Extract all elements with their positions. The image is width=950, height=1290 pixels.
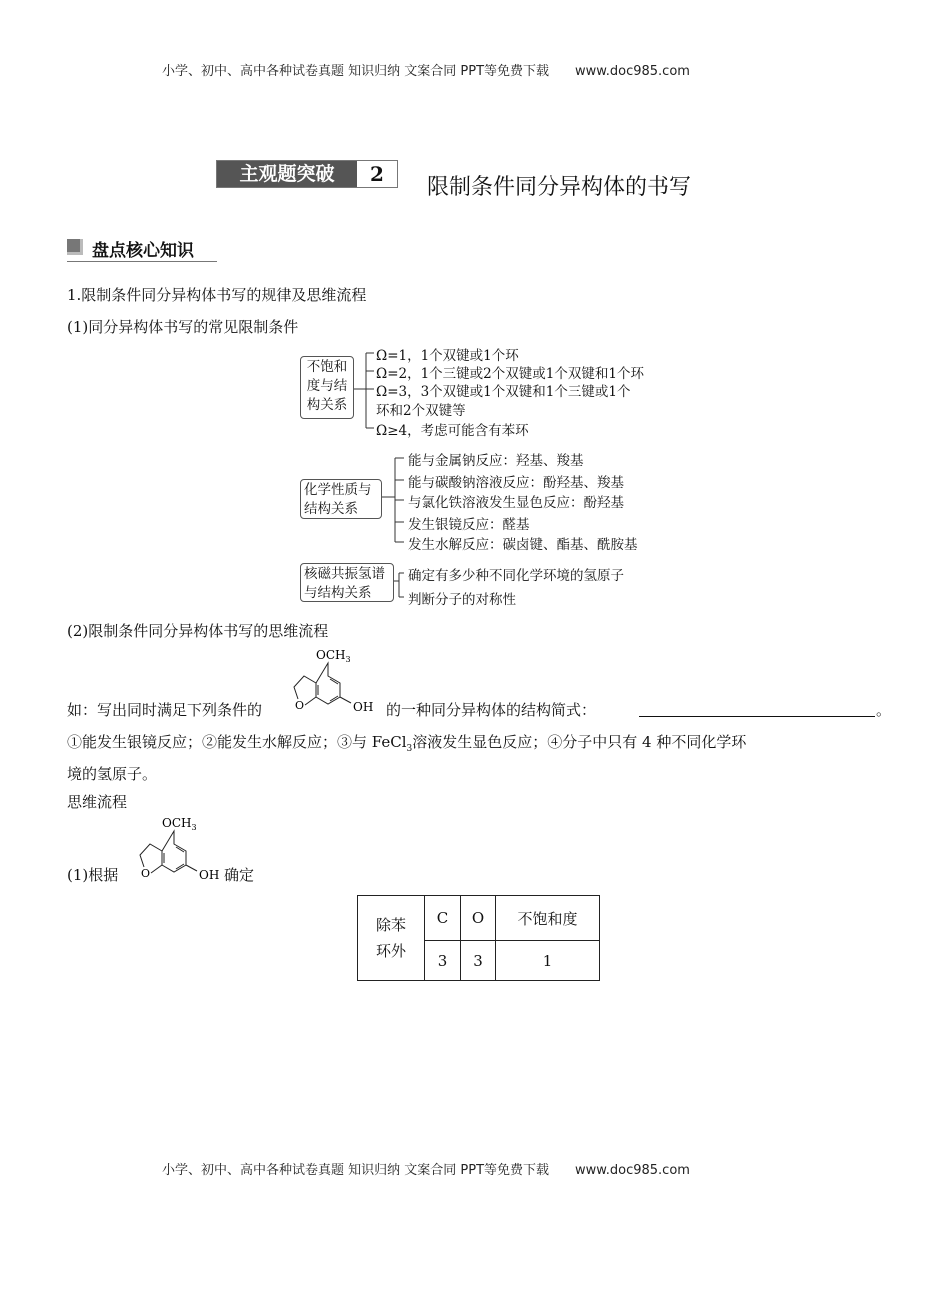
diagram-item: 能与金属钠反应：羟基、羧基 [408,453,584,469]
badge-label: 主观题突破 [217,161,357,187]
table-cell: 1 [496,941,600,981]
box-line: 结构关系 [304,501,358,517]
footer-link[interactable]: www.doc985.com [575,1163,690,1178]
answer-blank[interactable] [639,716,875,717]
diagram-box-unsaturation [300,356,354,419]
example-prefix: 如：写出同时满足下列条件的 [67,701,263,719]
table-cell: 3 [461,941,496,981]
step1-prefix: (1)根据 [67,866,119,884]
header-link[interactable]: www.doc985.com [575,64,690,79]
conditions-line-1: ①能发生银镜反应；②能发生水解反应；③与 FeCl$_3$溶液发生显色反应；④分子中只有 4 种不同化学环 [67,733,747,754]
diagram-item: 环和2个双键等 [376,403,466,419]
box-line: 与结构关系 [304,585,372,601]
diagram-item: 发生银镜反应：醛基 [408,517,530,533]
page-title: 限制条件同分异构体的书写 [427,175,692,200]
atom-count-table [357,895,600,981]
flow-label: 思维流程 [67,793,128,811]
step1-suffix: 确定 [224,866,255,884]
box-line: 核磁共振氢谱 [304,566,385,582]
diagram-box-nmr [300,563,394,602]
molecule-structure-step1 [126,813,226,888]
section-heading: 盘点核心知识 [92,241,194,261]
diagram-item: 发生水解反应：碳卤键、酯基、酰胺基 [408,537,638,553]
example-end: 。 [876,701,892,719]
diagram-item: 判断分子的对称性 [408,592,516,608]
footer-text: 小学、初中、高中各种试卷真题 知识归纳 文案合同 PPT等免费下载 [162,1163,550,1178]
header-text: 小学、初中、高中各种试卷真题 知识归纳 文案合同 PPT等免费下载 [162,64,550,79]
table-cell: 3 [425,941,461,981]
box-line: 构关系 [306,397,348,413]
diagram-item: 能与碳酸钠溶液反应：酚羟基、羧基 [408,475,624,491]
svg-text:O: O [141,867,151,880]
diagram-item: Ω≥4，考虑可能含有苯环 [376,423,529,439]
badge-number: 2 [370,162,384,186]
sub-heading-2: (2)限制条件同分异构体书写的思维流程 [67,622,329,640]
column-header: O [461,896,496,941]
point-1: 1.限制条件同分异构体书写的规律及思维流程 [67,286,367,304]
diagram-item: 确定有多少种不同化学环境的氢原子 [408,568,624,584]
footer-banner [162,1159,690,1178]
box-line: 不饱和 [306,359,348,375]
svg-text:O: O [295,699,305,712]
column-header: 不饱和度 [496,896,600,941]
example-suffix: 的一种同分异构体的结构简式： [386,701,597,719]
diagram-item: Ω=3，3个双键或1个双键和1个三键或1个 [376,384,631,400]
svg-text:OCH3: $OCH_3$ [162,816,197,832]
sub-heading-1: (1)同分异构体书写的常见限制条件 [67,318,299,336]
row-header-cell: 除苯 环外 [358,896,425,981]
box-line: 度与结 [306,378,348,394]
diagram-item: 与氯化铁溶液发生显色反应：酚羟基 [408,495,624,511]
diagram-box-chemical [300,479,382,519]
svg-text:OH: OH [353,700,374,714]
molecule-structure [280,645,380,720]
svg-text:OCH3: $OCH_3$ [316,648,351,664]
svg-text:OH: OH [199,868,220,882]
diagram-item: Ω=1，1个双键或1个环 [376,348,519,364]
box-line: 化学性质与 [304,482,372,498]
column-header: C [425,896,461,941]
diagram-item: Ω=2，1个三键或2个双键或1个双键和1个环 [376,366,644,382]
conditions-line-2: 境的氢原子。 [67,765,158,783]
